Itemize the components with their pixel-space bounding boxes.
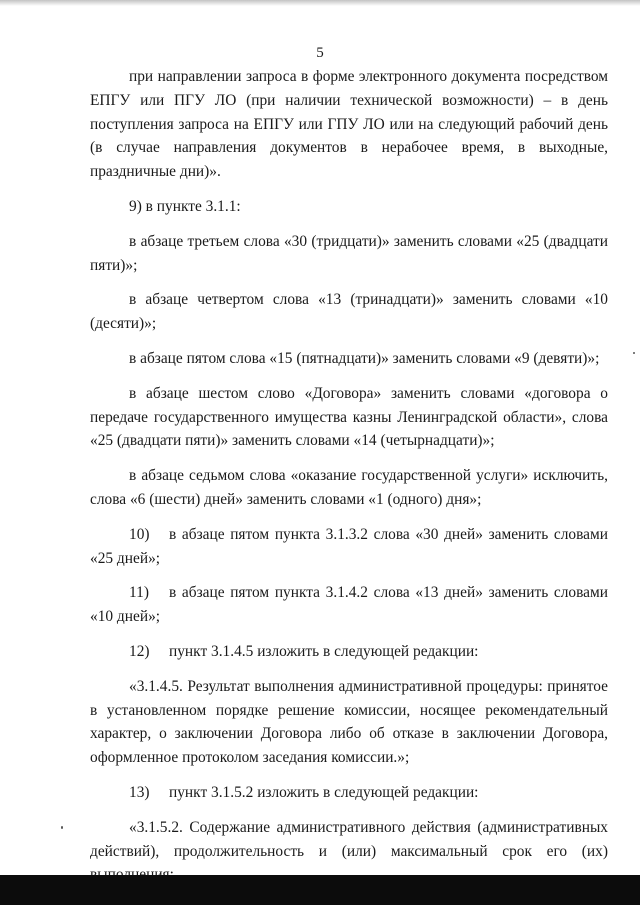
- item-number: 12): [129, 642, 150, 660]
- scan-top-edge: [0, 0, 640, 6]
- paragraph: в абзаце седьмом слова «оказание государственной услуги» исключить, слова «6 (шести) дней» заменить словами «1 (одного) дня»;: [90, 467, 608, 508]
- item-number: 11): [129, 584, 149, 602]
- paragraph: в абзаце третьем слова «30 (тридцати)» заменить словами «25 (двадцати пяти)»;: [90, 232, 608, 274]
- scan-bottom-edge: [0, 875, 640, 905]
- paragraph: в абзаце четвертом слова «13 (тринадцати)» заменить словами «10 (десяти)»;: [90, 291, 608, 333]
- item-number: 13): [129, 783, 150, 801]
- paragraph: в абзаце шестом слово «Договора» заменить словами «договора о передаче государственного имущества казны Ленинградской области», слова «25 (двадцати пяти)» заменить словами «14 (четырнадцати)»;: [90, 384, 608, 450]
- paragraph: при направлении запроса в форме электронного документа посредством ЕПГУ или ПГУ ЛО (при наличии технической возможности) – в день поступления запроса на ЕПГУ или ГПУ ЛО или на следующий рабочий день (в случае направления документов в нерабочее время, в выходные, праздничные дни)».: [90, 68, 608, 181]
- numbered-item: [90, 781, 608, 805]
- numbered-item: [90, 640, 608, 664]
- numbered-item: [90, 581, 608, 629]
- item-number: 10): [129, 525, 150, 543]
- numbered-item: [90, 523, 608, 571]
- document-body: [90, 65, 608, 887]
- paragraph: 9) в пункте 3.1.1:: [129, 197, 241, 215]
- item-text: в абзаце пятом пункта 3.1.4.2 слова «13 дней» заменить словами «10 дней»;: [90, 584, 608, 626]
- item-text: пункт 3.1.5.2 изложить в следующей редакции:: [169, 783, 479, 801]
- paragraph: «3.1.5.2. Содержание административного действия (административных действий), продолжительность и (или) максимальный срок его (их): [90, 818, 608, 860]
- paragraph: «3.1.4.5. Результат выполнения административной процедуры: принятое в установленном порядке решение комиссии, носящее рекомендательный характер, о заключении Договора либо об отказе в заключении Договора, оформленное протоколом заседания комиссии.»;: [90, 677, 608, 767]
- paragraph: в абзаце пятом слова «15 (пятнадцати)» заменить словами «9 (девяти)»;: [129, 349, 600, 367]
- page-number: 5: [316, 45, 324, 61]
- item-text: в абзаце пятом пункта 3.1.3.2 слова «30 дней» заменить словами «25 дней»;: [90, 525, 608, 567]
- item-text: пункт 3.1.4.5 изложить в следующей редакции:: [169, 642, 479, 660]
- scan-speck: [61, 826, 63, 829]
- scan-speck: [633, 352, 635, 354]
